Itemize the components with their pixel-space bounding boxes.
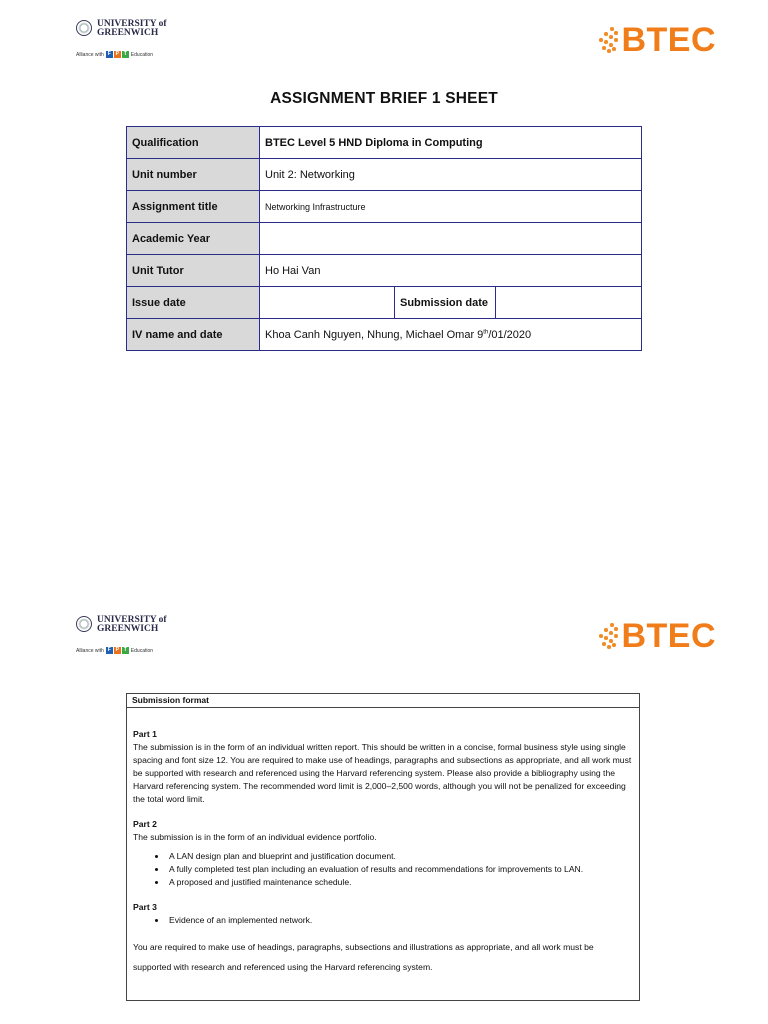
list-item: • A proposed and justified maintenance schedule. xyxy=(167,876,633,889)
part3-bullet-list xyxy=(133,914,633,927)
iv-name-label: IV name and date xyxy=(127,319,260,351)
alliance-suffix: Education xyxy=(130,647,154,654)
university-name: UNIVERSITY of GREENWICH xyxy=(97,615,167,634)
page-title: ASSIGNMENT BRIEF 1 SHEET xyxy=(270,90,498,107)
unit-tutor-label: Unit Tutor xyxy=(127,255,260,287)
btec-dots-icon xyxy=(598,25,618,55)
part2-text: The submission is in the form of an individual evidence portfolio. xyxy=(133,832,377,842)
unit-number-value: Unit 2: Networking xyxy=(260,159,642,191)
qualification-label: Qualification xyxy=(127,127,260,159)
iv-date-rest: /01/2020 xyxy=(488,328,532,341)
iv-date-ordinal: th xyxy=(483,328,489,335)
part3-heading: Part 3 xyxy=(133,902,157,912)
btec-wordmark: BTEC xyxy=(621,617,716,655)
alliance-line xyxy=(76,647,153,654)
table-row xyxy=(127,191,642,223)
part2-heading: Part 2 xyxy=(133,819,157,829)
submission-date-value xyxy=(496,287,642,319)
brief-page-2 xyxy=(0,600,768,1024)
submission-format-body xyxy=(127,728,639,977)
table-row xyxy=(127,255,642,287)
table-row xyxy=(127,287,642,319)
closing-text: You are required to make use of headings, paragraphs, subsections and illustrations as appropriate, and all work must be supported with research and referenced using the Harvard referencing system. xyxy=(133,942,594,972)
submission-format-box xyxy=(126,693,640,1001)
table-row xyxy=(127,223,642,255)
fpt-logo xyxy=(106,647,129,654)
part2-bullet-list xyxy=(133,850,633,889)
btec-logo xyxy=(598,614,716,658)
assignment-brief-table xyxy=(126,126,642,351)
btec-dots-icon xyxy=(598,621,618,651)
fpt-letter-f: F xyxy=(107,647,111,653)
fpt-letter-t: T xyxy=(123,647,127,653)
list-item: • A fully completed test plan including an evaluation of results and recommendations for improvements to LAN. xyxy=(167,863,633,876)
part1-text: The submission is in the form of an individual written report. This should be written in a concise, formal business style using single spacing and font size 12. You are required to make use of headings, paragraphs and subsections as appropriate, and all work must be supported with research and referenced using the Harvard referencing system. Please also provide a bibliography using the Harvard referencing system. The recommended word limit is 2,000–2,500 words, although you will not be penalized for exceeding the total word limit. xyxy=(133,742,632,804)
fpt-logo xyxy=(106,51,129,58)
university-of-greenwich-logo xyxy=(76,18,196,68)
submission-date-label: Submission date xyxy=(395,287,496,319)
qualification-value: BTEC Level 5 HND Diploma in Computing xyxy=(260,127,642,159)
fpt-letter-p: P xyxy=(115,647,119,653)
submission-format-heading: Submission format xyxy=(127,694,639,708)
table-row xyxy=(127,319,642,351)
alliance-prefix: Alliance with xyxy=(76,647,104,654)
iv-name-value xyxy=(260,319,642,351)
table-row xyxy=(127,127,642,159)
unit-number-label: Unit number xyxy=(127,159,260,191)
university-crest-icon xyxy=(76,20,92,36)
list-item: • Evidence of an implemented network. xyxy=(167,914,633,927)
alliance-line xyxy=(76,51,153,58)
assignment-title-label: Assignment title xyxy=(127,191,260,223)
table-row xyxy=(127,159,642,191)
academic-year-label: Academic Year xyxy=(127,223,260,255)
university-of-greenwich-logo xyxy=(76,614,196,664)
fpt-letter-p: P xyxy=(115,51,119,57)
assignment-title-value: Networking Infrastructure xyxy=(260,191,642,223)
issue-date-value xyxy=(260,287,395,319)
alliance-prefix: Alliance with xyxy=(76,51,104,58)
list-item: • A LAN design plan and blueprint and justification document. xyxy=(167,850,633,863)
issue-date-label: Issue date xyxy=(127,287,260,319)
academic-year-value xyxy=(260,223,642,255)
iv-name-text: Khoa Canh Nguyen, Nhung, Michael Omar 9 xyxy=(265,328,484,341)
btec-logo xyxy=(598,18,716,62)
fpt-letter-t: T xyxy=(123,51,127,57)
fpt-letter-f: F xyxy=(107,51,111,57)
unit-tutor-value: Ho Hai Van xyxy=(260,255,642,287)
university-crest-icon xyxy=(76,616,92,632)
university-name: UNIVERSITY of GREENWICH xyxy=(97,19,167,38)
btec-wordmark: BTEC xyxy=(621,21,716,59)
part1-heading: Part 1 xyxy=(133,729,157,739)
alliance-suffix: Education xyxy=(130,51,154,58)
